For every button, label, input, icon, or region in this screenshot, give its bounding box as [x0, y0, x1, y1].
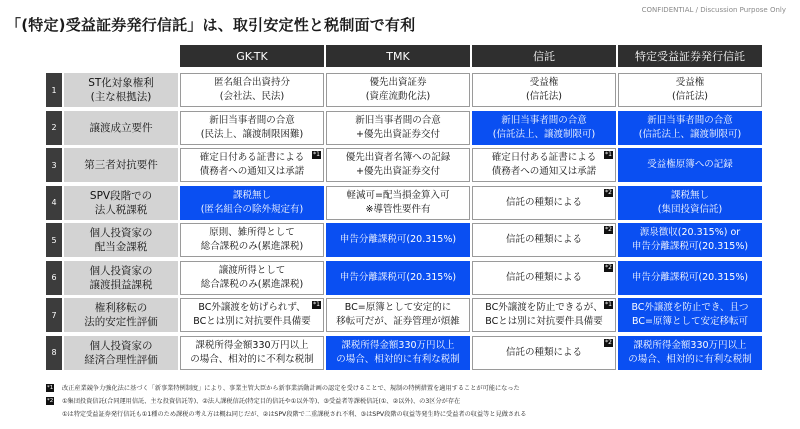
cell-text: 軽減可=配当損金算入可 — [346, 189, 450, 201]
cell-text: 申告分離課税可(20.315%) — [631, 271, 749, 283]
row-label-line: 経済合理性評価 — [84, 353, 158, 366]
cell-text: (信託法) — [672, 91, 708, 102]
cell-text: 優先出資証券 — [369, 77, 427, 88]
cell-text: (信託法上、譲渡制限可) — [492, 128, 596, 140]
table-cell — [618, 111, 762, 145]
cell-text: 申告分離課税可(20.315%) — [631, 241, 749, 252]
footnote-marker: *1 — [605, 301, 612, 308]
row-label — [64, 186, 178, 220]
cell-text: 原則、雑所得として — [209, 227, 295, 238]
cell-text: の場合、相対的に有利な税制 — [628, 353, 752, 365]
column-header-3: 信託 — [472, 45, 616, 67]
cell-text: ※導管性要件有 — [365, 203, 431, 215]
row-label-line: 個人投資家の — [89, 227, 153, 239]
cell-text: 譲渡所得として — [218, 264, 286, 276]
table-cell — [180, 223, 324, 257]
cell-text: 課税無し — [670, 189, 709, 201]
cell-text: BC=原簿として安定的に — [344, 302, 452, 313]
column-header-1: GK-TK — [180, 45, 324, 67]
cell-text: 受益権 — [675, 77, 705, 88]
row-label — [64, 261, 178, 295]
cell-text: 債務者への通知又は承諾 — [199, 166, 305, 177]
row-label — [64, 336, 178, 370]
cell-text: の場合、相対的に有利な税制 — [336, 353, 460, 365]
row-label — [64, 223, 178, 257]
table-cell — [180, 336, 324, 370]
cell-text: 新旧当事者間の合意 — [355, 114, 441, 126]
cell-text: 源泉徴収(20.315%) or — [639, 227, 741, 238]
footnote-mark: *2 — [47, 398, 54, 404]
table-cell — [618, 73, 762, 107]
cell-text: +優先出資証券交付 — [356, 128, 440, 140]
table-cell — [180, 111, 324, 145]
table-cell — [618, 148, 762, 182]
table-cell — [326, 298, 470, 332]
row-number: 3 — [46, 148, 62, 182]
row-label-line: 法人税課税 — [94, 203, 148, 216]
cell-text: 課税所得金額330万円以上 — [633, 339, 747, 351]
row-number: 5 — [46, 223, 62, 257]
cell-text: 受益権原簿への記録 — [647, 159, 733, 170]
table-cell — [618, 223, 762, 257]
cell-text: 申告分離課税可(20.315%) — [339, 271, 457, 283]
row-number: 2 — [46, 111, 62, 145]
table-cell — [472, 73, 616, 107]
row-label-line: ST化対象権利 — [88, 77, 154, 89]
table-cell — [326, 186, 470, 220]
cell-text: (資産流動化法) — [365, 91, 431, 102]
cell-text: 総合課税のみ(累進課税) — [200, 241, 304, 252]
row-label — [64, 298, 178, 332]
column-header-4: 特定受益証券発行信託 — [618, 45, 762, 67]
row-label-line: 譲渡成立要件 — [89, 121, 153, 134]
row-label-line: 個人投資家の — [89, 339, 153, 352]
footnote-marker: *2 — [605, 263, 612, 271]
cell-text: 優先出資者名簿への記録 — [345, 152, 451, 163]
cell-text: 信託の種類による — [505, 196, 582, 208]
footnote-marker: *2 — [605, 226, 612, 233]
row-number: 7 — [46, 298, 62, 332]
cell-text: (信託法上、譲渡制限可) — [638, 128, 742, 140]
table-cell — [618, 298, 762, 332]
row-number: 6 — [46, 261, 62, 295]
cell-text: 新旧当事者間の合意 — [209, 114, 295, 126]
cell-text: 確定日付ある証書による — [491, 152, 597, 163]
cell-text: (会社法、民法) — [219, 91, 285, 102]
cell-text: 総合課税のみ(累進課税) — [200, 278, 304, 290]
cell-text: 課税所得金額330万円以上 — [341, 339, 455, 351]
cell-text: BC外譲渡を妨げられず、 — [198, 302, 306, 313]
row-label-line: SPV段階での — [89, 189, 153, 202]
cell-text: BC外譲渡を防止できるが、 — [485, 302, 603, 313]
footnote-text: ①集団投資信託(合同運用信託、主な投資信託等)、②法人課税信託(特定目的信託や①以外等)、③受益者等課税信託(①、②以外)、の3区分が存在 — [62, 398, 461, 405]
row-number: 8 — [46, 336, 62, 370]
row-label-line: 法的安定性評価 — [84, 316, 158, 328]
row-number: 4 — [46, 186, 62, 220]
row-label-line: 権利移転の — [94, 302, 148, 314]
cell-text: 債務者への通知又は承諾 — [491, 166, 597, 177]
cell-text: 受益権 — [529, 77, 559, 88]
cell-text: の場合、相対的に不利な税制 — [190, 353, 314, 365]
table-cell — [472, 111, 616, 145]
cell-text: BCとは別に対抗要件具備要 — [485, 316, 603, 327]
cell-text: (民法上、譲渡制限困難) — [200, 128, 304, 140]
row-label-line: 譲渡損益課税 — [89, 278, 153, 291]
table-cell — [618, 186, 762, 220]
row-label-line: (主な根拠法) — [90, 91, 152, 103]
table-cell — [326, 73, 470, 107]
footnote-text: ①は特定受益証券発行信託も①1種のため課税の考え方は概ね同じだが、②はSPV段階で二重課税され不利、③はSPV段階の収益等発生時に受益者の収益等と見做される — [62, 411, 527, 418]
table-cell — [326, 261, 470, 295]
table-cell — [326, 336, 470, 370]
table-cell — [180, 73, 324, 107]
cell-text: 匿名組合出資持分 — [213, 77, 290, 88]
cell-text: 信託の種類による — [505, 234, 582, 245]
cell-text: 確定日付ある証書による — [199, 152, 305, 163]
table-cell — [618, 261, 762, 295]
page-title: 「(特定)受益証券発行信託」は、取引安定性と税制面で有利 — [6, 16, 416, 34]
cell-text: BC外譲渡を防止でき、且つ — [631, 302, 749, 313]
cell-text: BC=原簿として安定移転可 — [632, 316, 748, 327]
footnote-marker: *1 — [313, 301, 320, 308]
table-cell — [180, 186, 324, 220]
table-cell — [180, 148, 324, 182]
column-header-2: TMK — [326, 45, 470, 67]
footnote-marker: *1 — [313, 151, 320, 158]
table-cell — [472, 148, 616, 182]
table-cell — [180, 298, 324, 332]
cell-text: 申告分離課税可(20.315%) — [339, 234, 457, 245]
table-cell — [180, 261, 324, 295]
footnote-marker: *2 — [605, 338, 612, 346]
cell-text: 新旧当事者間の合意 — [647, 114, 733, 126]
cell-text: 移転可だが、証券管理が煩雑 — [336, 316, 460, 327]
table-cell — [326, 223, 470, 257]
row-label-line: 配当金課税 — [94, 241, 148, 253]
table-cell — [618, 336, 762, 370]
row-label — [64, 111, 178, 145]
confidential-label: CONFIDENTIAL / Discussion Purpose Only — [641, 6, 786, 14]
cell-text: (集団投資信託) — [657, 203, 723, 215]
cell-text: 課税所得金額330万円以上 — [195, 339, 309, 351]
table-cell — [326, 111, 470, 145]
cell-text: 信託の種類による — [505, 271, 582, 283]
row-label — [64, 148, 178, 182]
cell-text: (匿名組合の除外規定有) — [200, 203, 304, 215]
cell-text: +優先出資証券交付 — [356, 166, 440, 177]
table-cell — [472, 186, 616, 220]
table-cell — [326, 148, 470, 182]
cell-text: BCとは別に対抗要件具備要 — [193, 316, 311, 327]
table-cell — [472, 223, 616, 257]
table-cell — [472, 261, 616, 295]
cell-text: (信託法) — [526, 91, 562, 102]
table-cell — [472, 298, 616, 332]
footnote-mark: *1 — [47, 385, 54, 391]
row-label-line: 個人投資家の — [89, 264, 153, 277]
cell-text: 課税無し — [232, 189, 271, 201]
footnote-marker: *1 — [605, 151, 612, 158]
row-label-line: 第三者対抗要件 — [84, 159, 158, 171]
cell-text: 信託の種類による — [505, 346, 582, 358]
row-label — [64, 73, 178, 107]
footnote-text: 改正産業競争力強化法に基づく「新事業特例制度」により、事業主管大臣から新事業活動計画の認定を受けることで、規制の特例措置を適用することが可能になった — [62, 385, 520, 392]
table-cell — [472, 336, 616, 370]
footnote-marker: *2 — [605, 188, 612, 196]
row-number: 1 — [46, 73, 62, 107]
cell-text: 新旧当事者間の合意 — [501, 114, 587, 126]
